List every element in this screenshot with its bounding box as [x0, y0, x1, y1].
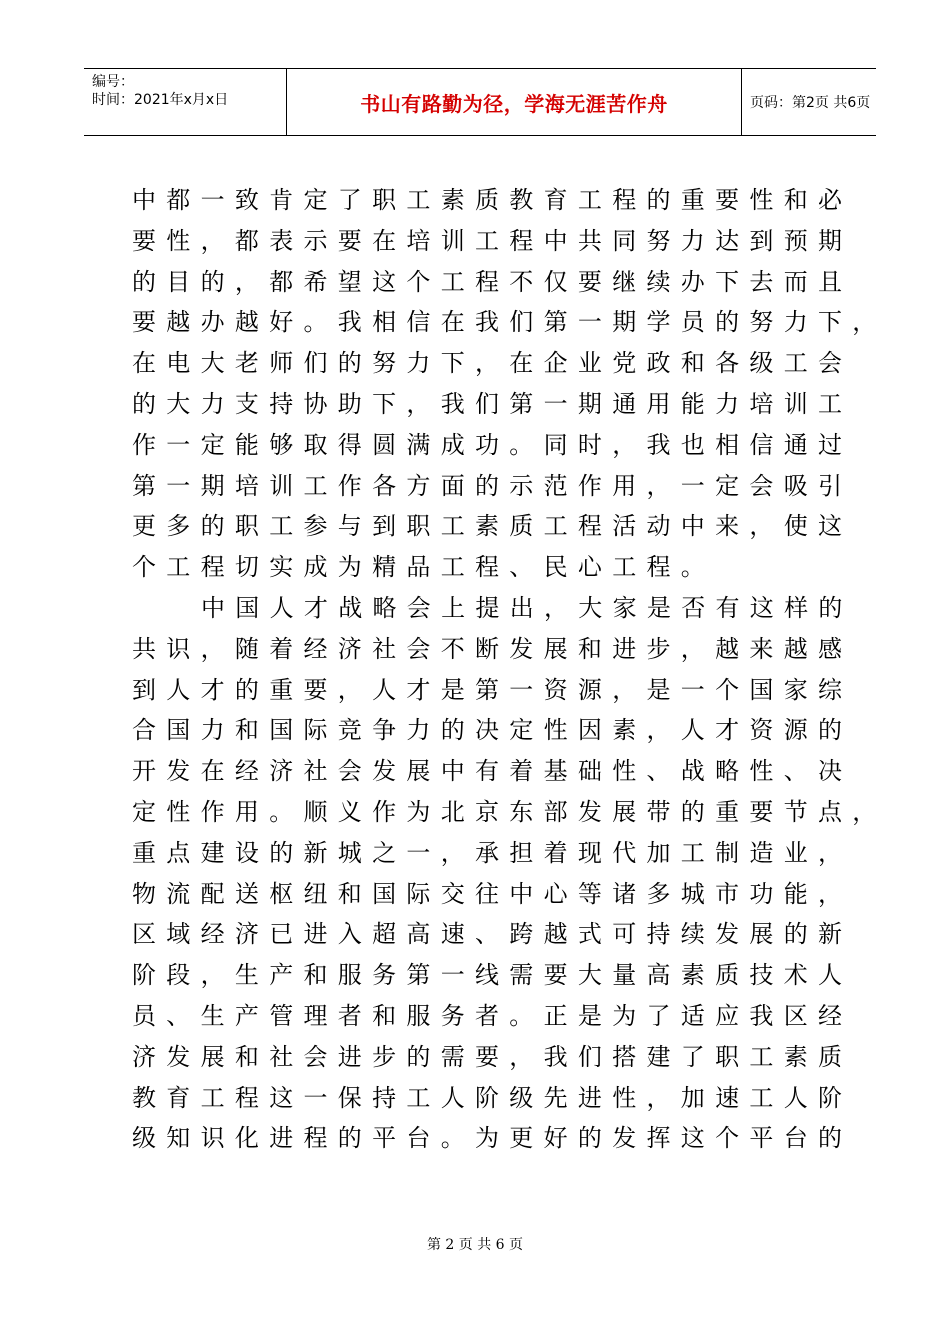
body-line: 的大力支持协助下，我们第一期通用能力培训工: [132, 389, 853, 418]
document-date: 时间：2021年x月x日: [92, 92, 229, 108]
body-line-paragraph-start: 中国人才战略会上提出，大家是否有这样的: [201, 593, 853, 622]
body-line: 合国力和国际竞争力的决定性因素，人才资源的: [132, 716, 853, 745]
body-text: [132, 180, 887, 1159]
header-motto-cell: [286, 69, 742, 135]
body-line: 教育工程这一保持工人阶级先进性，加速工人阶: [132, 1083, 853, 1112]
header-page-cell: [742, 69, 876, 135]
body-line: 阶段，生产和服务第一线需要大量高素质技术人: [132, 961, 853, 990]
body-line: 中都一致肯定了职工素质教育工程的重要性和必: [132, 186, 853, 214]
body-line: 开发在经济社会发展中有着基础性、战略性、决: [132, 757, 853, 786]
body-line: 要性，都表示要在培训工程中共同努力达到预期: [132, 226, 853, 255]
body-line: 更多的职工参与到职工素质工程活动中来，使这: [132, 512, 853, 541]
body-line: 的目的，都希望这个工程不仅要继续办下去而且: [132, 267, 853, 296]
body-line: 重点建设的新城之一，承担着现代加工制造业，: [132, 838, 853, 867]
body-line: 到人才的重要，人才是第一资源，是一个国家综: [132, 675, 853, 704]
body-line: 共识，随着经济社会不断发展和进步，越来越感: [132, 634, 853, 663]
body-line: 个工程切实成为精品工程、民心工程。: [132, 553, 716, 582]
body-line: 物流配送枢纽和国际交往中心等诸多城市功能，: [132, 879, 853, 908]
body-line: 要越办越好。我相信在我们第一期学员的努力下，: [132, 308, 887, 337]
body-line: 区域经济已进入超高速、跨越式可持续发展的新: [132, 920, 853, 949]
page-footer: 第 2 页 共 6 页: [426, 1237, 524, 1253]
body-line: 在电大老师们的努力下，在企业党政和各级工会: [132, 349, 853, 378]
header-meta-cell: [84, 69, 286, 135]
document-number-label: 编号：: [92, 74, 134, 90]
motto-text: 书山有路勤为径，学海无涯苦作舟: [360, 91, 668, 116]
body-line: 定性作用。顺义作为北京东部发展带的重要节点，: [132, 797, 887, 826]
body-line: 级知识化进程的平台。为更好的发挥这个平台的: [132, 1124, 853, 1153]
body-line: 第一期培训工作各方面的示范作用，一定会吸引: [132, 471, 853, 500]
body-line: 济发展和社会进步的需要，我们搭建了职工素质: [132, 1042, 853, 1071]
body-line: 作一定能够取得圆满成功。同时，我也相信通过: [132, 430, 853, 459]
header-table: [84, 68, 876, 136]
header-page-info: 页码：第2页 共6页: [750, 95, 871, 111]
body-line: 员、生产管理者和服务者。正是为了适应我区经: [132, 1001, 853, 1030]
